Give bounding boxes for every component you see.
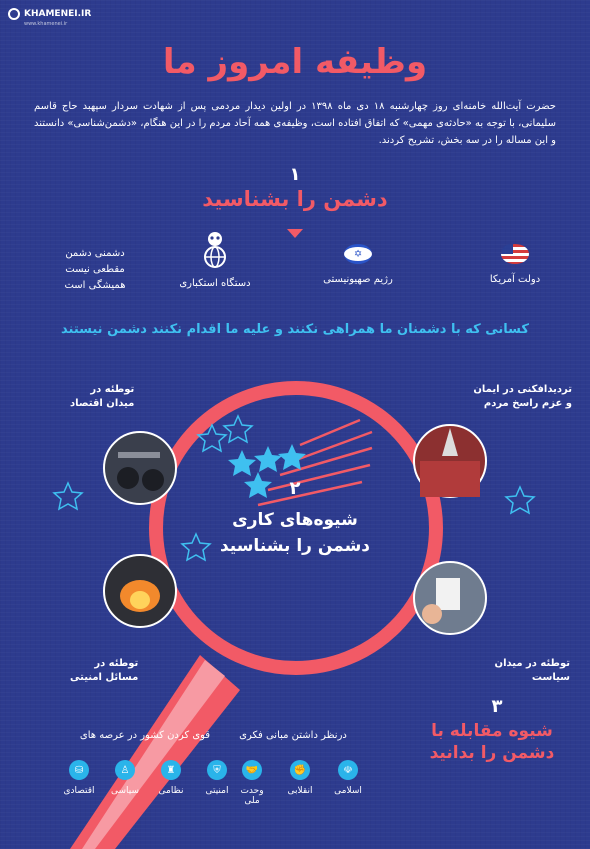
section2-title <box>0 507 590 559</box>
method-label-line: توطئه در <box>94 658 139 669</box>
method-label-line: مسائل امنیتی <box>70 672 139 683</box>
photo-security <box>104 555 176 627</box>
group-a-items <box>235 760 365 806</box>
page-title: وظیفه امروز ما <box>162 42 428 82</box>
group-b-item-label: امنیتی <box>205 786 229 796</box>
enemy-note-line: دشمنی دشمن <box>65 248 125 259</box>
enemy-note-line: مقطعی نیست <box>65 264 125 275</box>
group-b-title: قوی کردن کشور در عرصه های <box>79 730 211 741</box>
method-label-line: و عزم راسخ مردم <box>483 398 572 409</box>
podium-icon: ♙ <box>115 760 135 780</box>
section1-banner: کسانی که با دشمنان ما همراهی نکنند و علیه ما اقدام نکنند دشمن نیستند <box>61 322 529 337</box>
iran-emblem-icon: ☫ <box>338 760 358 780</box>
photo-politics <box>414 562 486 634</box>
usa-flag-icon <box>501 244 529 264</box>
method-faith <box>473 383 572 411</box>
enemy-israel <box>303 244 413 285</box>
method-security <box>70 657 138 685</box>
section3-title-line: دشمن را بدانید <box>429 743 555 763</box>
shield-map-icon: ⛨ <box>207 760 227 780</box>
raised-fist-icon: ✊ <box>290 760 310 780</box>
enemy-label: رژیم صهیونیستی <box>323 274 393 285</box>
enemy-label: دولت آمریکا <box>489 274 541 285</box>
brand-name: KHAMENEI.IR <box>24 9 92 19</box>
israel-flag-icon: ✡ <box>344 244 372 264</box>
section3-number: ۳ <box>491 696 503 717</box>
brand-logo <box>8 8 92 27</box>
section1-number: ۱ <box>289 164 301 185</box>
group-b-item <box>200 760 234 796</box>
section2-title-line: شیوه‌های کاری <box>232 510 358 530</box>
coins-icon: ⛁ <box>69 760 89 780</box>
brand-tagline: www.khamenei.ir <box>24 21 68 27</box>
enemy-usa <box>460 244 570 285</box>
group-a-item-label: انقلابی <box>287 786 313 796</box>
group-b-items <box>62 760 234 796</box>
section2-number: ۲ <box>289 478 301 499</box>
enemy-note <box>40 246 150 294</box>
method-label-line: تردیدافکنی در ایمان <box>473 384 572 395</box>
method-label-line: توطئه در <box>90 384 135 395</box>
handshake-icon: 🤝 <box>242 760 262 780</box>
intro-paragraph: حضرت آیت‌الله خامنه‌ای روز چهارشنبه ۱۸ دی ماه ۱۳۹۸ در اولین دیدار مردمی پس از شهادت سردار سپهبد حاج قاسم سلیمانی، با توجه به «حادثه‌ی مهمی» که اتفاق افتاده است، وظیفه‌ی همه آحاد مردم را در این هنگام، «دشمن‌شناسی» دانستند و این مساله را در سه بخش، تشریح کردند. <box>34 101 556 146</box>
section1-title: دشمن را بشناسید <box>202 187 388 211</box>
section3-title <box>422 720 562 764</box>
section3-title-line: شیوه مقابله با <box>431 721 553 741</box>
group-a-item <box>331 760 365 806</box>
group-a-item-label: وحدت ملی <box>240 786 264 806</box>
group-a-item-label: اسلامی <box>334 786 362 796</box>
enemy-note-line: همیشگی است <box>64 280 126 291</box>
enemy-arrogance <box>160 230 270 289</box>
method-politics <box>495 657 570 685</box>
group-b-item <box>154 760 188 796</box>
method-label-line: توطئه در میدان <box>494 658 570 669</box>
group-a-title: درنظر داشتن مبانی فکری <box>239 730 347 741</box>
group-b-item-label: اقتصادی <box>63 786 95 796</box>
enemy-label: دستگاه استکباری <box>179 278 251 289</box>
group-b-item-label: سیاسی <box>110 786 140 796</box>
down-arrow-icon <box>287 229 303 238</box>
group-b-item <box>108 760 142 796</box>
group-a-item <box>283 760 317 806</box>
soldier-icon: ♜ <box>161 760 181 780</box>
globe-skull-icon <box>200 230 230 270</box>
method-label-line: سیاست <box>531 672 570 683</box>
method-label-line: میدان اقتصاد <box>70 398 135 409</box>
group-b-item-label: نظامی <box>158 786 184 796</box>
group-b-item <box>62 760 96 796</box>
section2-title-line: دشمن را بشناسید <box>219 536 371 556</box>
method-economy <box>70 383 134 411</box>
logo-mark-icon <box>8 8 20 20</box>
group-a-item <box>235 760 269 806</box>
